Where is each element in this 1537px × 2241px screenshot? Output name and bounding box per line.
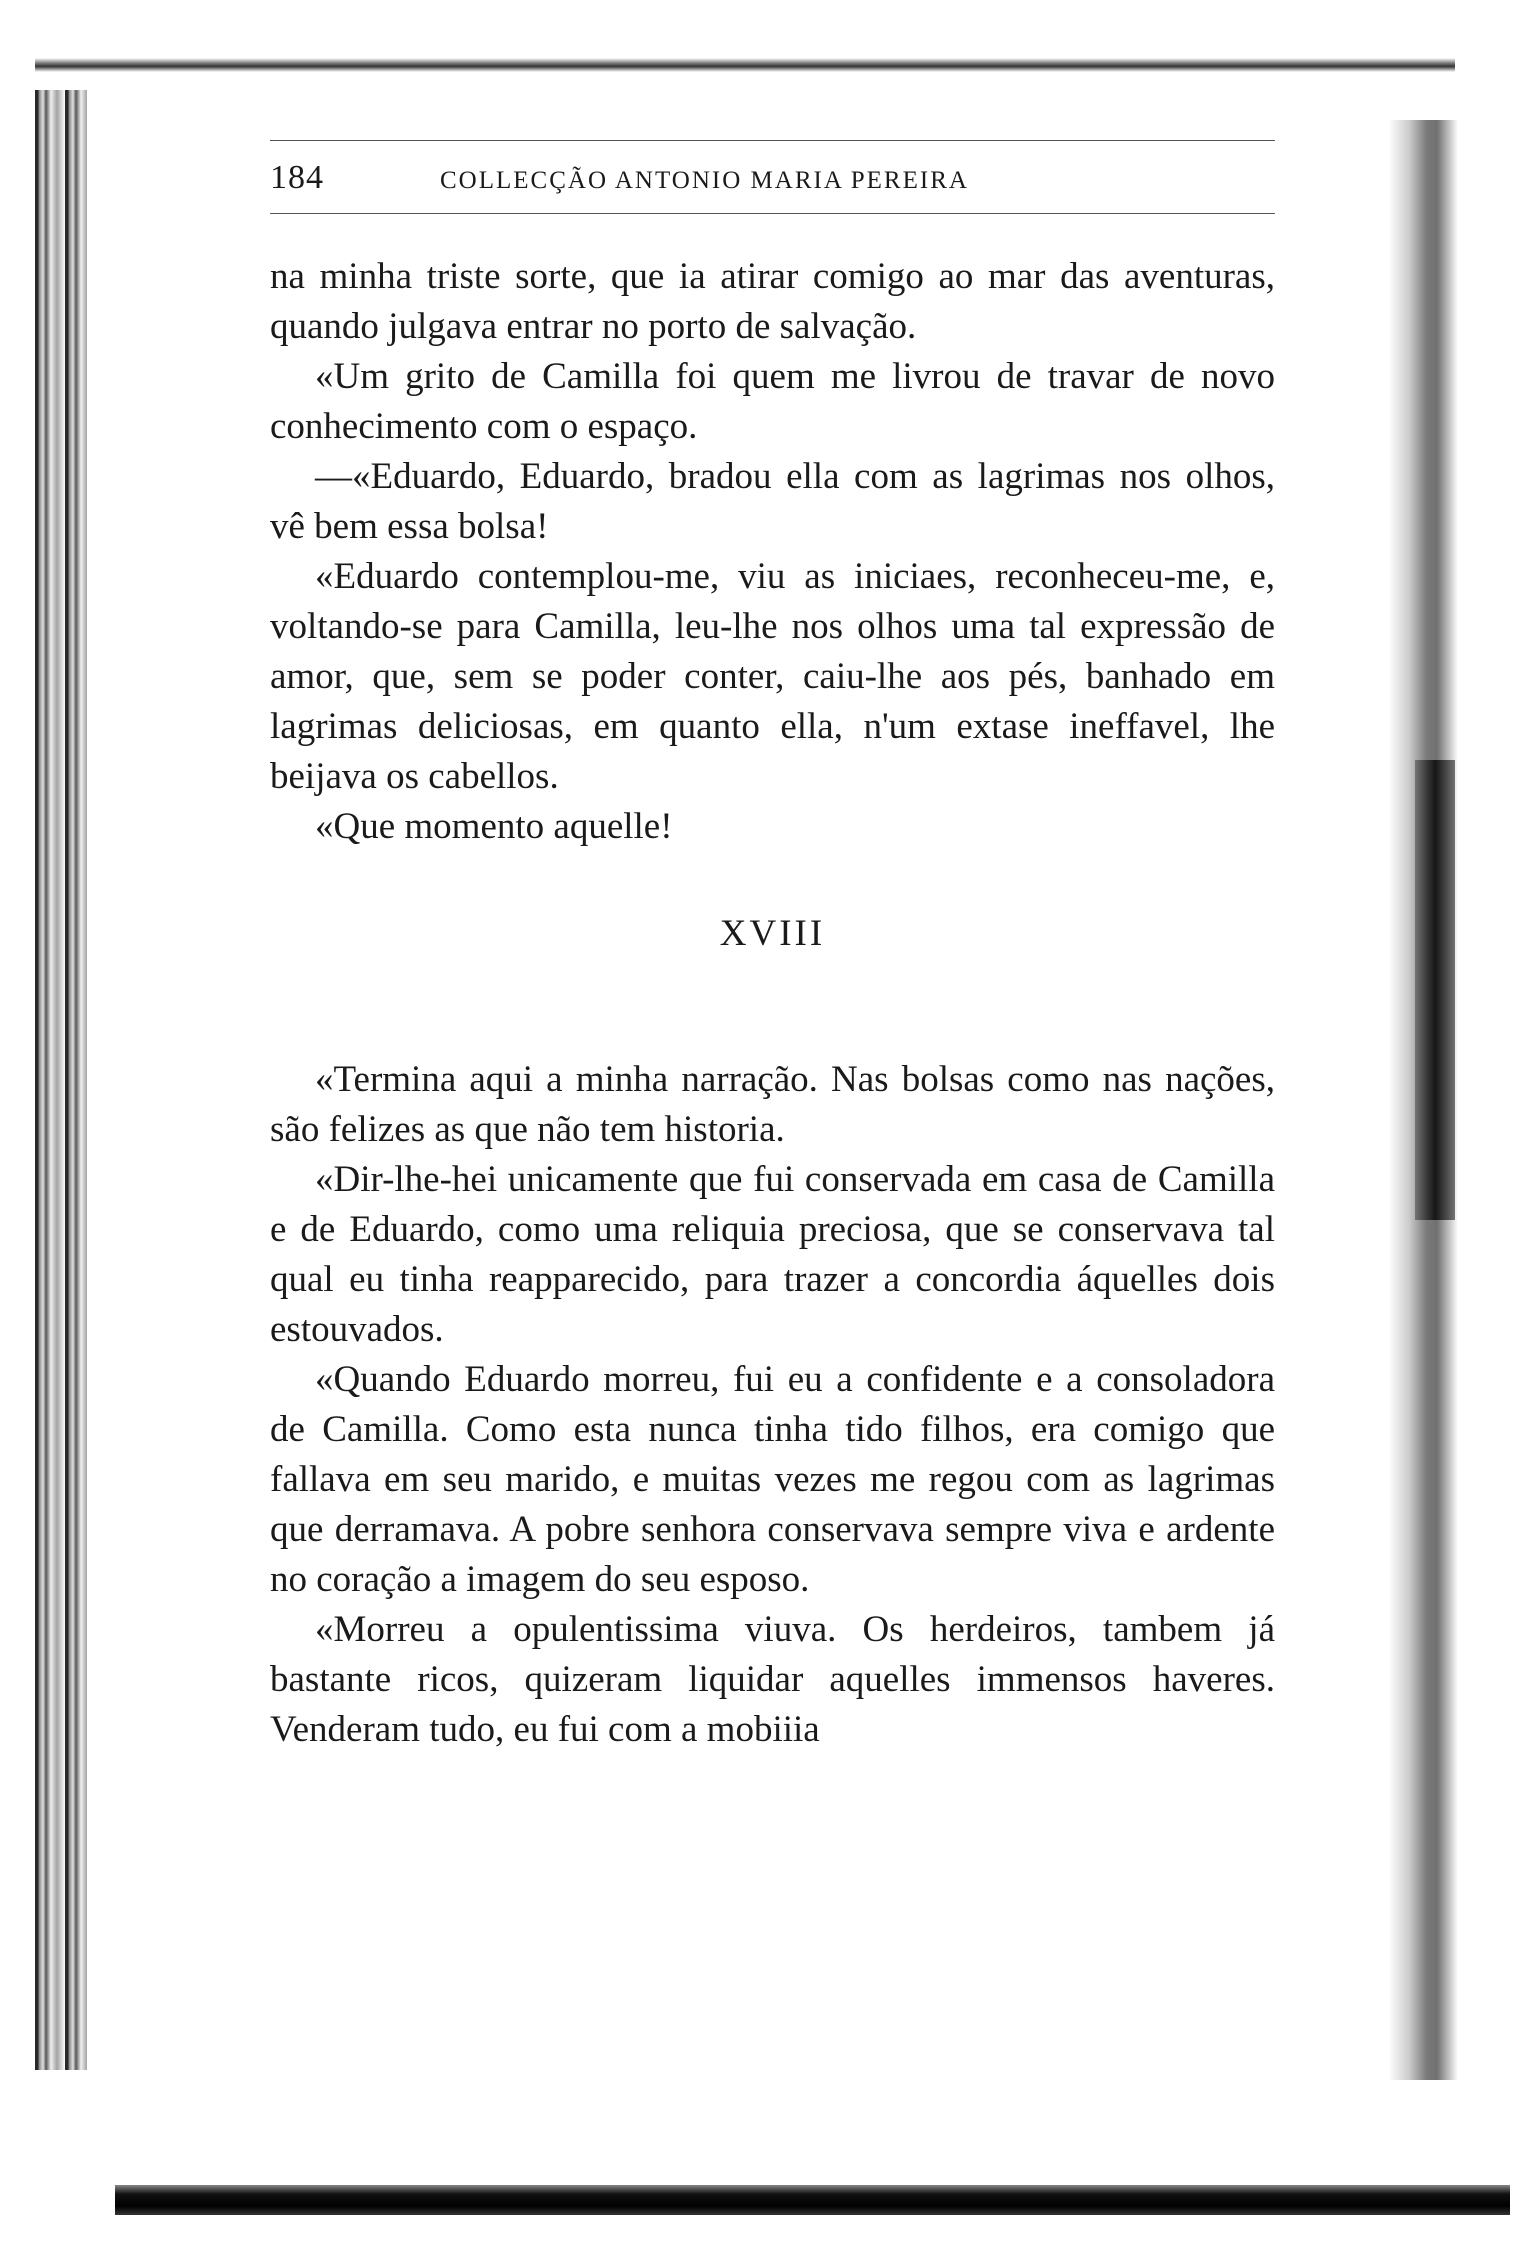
running-header: [270, 159, 1275, 209]
scan-edge-bottom: [115, 2185, 1510, 2215]
scan-edge-left: [35, 90, 87, 2070]
paragraph: «Termina aqui a minha narração. Nas bolsas como nas nações, são felizes as que não tem historia.: [270, 1059, 1275, 1150]
page-number: 184: [270, 159, 324, 196]
body-text: [270, 252, 1275, 1755]
header-rule-top: [270, 140, 1275, 141]
paragraph: «Dir-lhe-hei unicamente que fui conservada em casa de Camilla e de Eduardo, como uma reliquia preciosa, que se conservava tal qual eu tinha reapparecido, para trazer a concordia áquelles dois estouvados.: [270, 1159, 1275, 1350]
book-page: [270, 140, 1275, 1755]
paragraph: «Eduardo contemplou-me, viu as iniciaes, reconheceu-me, e, voltando-se para Camilla, leu-lhe nos olhos uma tal expressão de amor, que, sem se poder conter, caiu-lhe aos pés, banhado em lagrimas deliciosas, em quanto ella, n'um extase ineffavel, lhe beijava os cabellos.: [270, 556, 1275, 797]
paragraph: «Morreu a opulentissima viuva. Os herdeiros, tambem já bastante ricos, quizeram liquidar aquelles immensos haveres. Venderam tudo, eu fui com a mobiiia: [270, 1609, 1275, 1750]
paragraph: na minha triste sorte, que ia atirar comigo ao mar das aventuras, quando julgava entrar no porto de salvação.: [270, 256, 1275, 347]
paragraph: —«Eduardo, Eduardo, bradou ella com as lagrimas nos olhos, vê bem essa bolsa!: [270, 456, 1275, 547]
paragraph: «Quando Eduardo morreu, fui eu a confidente e a consoladora de Camilla. Como esta nunca tinha tido filhos, era comigo que fallava em seu marido, e muitas vezes me regou com as lagrimas que derramava. A pobre senhora conservava sempre viva e ardente no coração a imagem do seu esposo.: [270, 1359, 1275, 1600]
paragraph: «Um grito de Camilla foi quem me livrou de travar de novo conhecimento com o espaço.: [270, 356, 1275, 447]
scan-edge-right-shadow: [1415, 760, 1455, 1220]
running-title: COLLECÇÃO ANTONIO MARIA PEREIRA: [440, 167, 969, 194]
header-rule-bottom: [270, 213, 1275, 214]
chapter-heading: XVIII: [719, 913, 826, 954]
paragraph: «Que momento aquelle!: [315, 806, 673, 847]
scan-edge-top: [35, 58, 1455, 72]
